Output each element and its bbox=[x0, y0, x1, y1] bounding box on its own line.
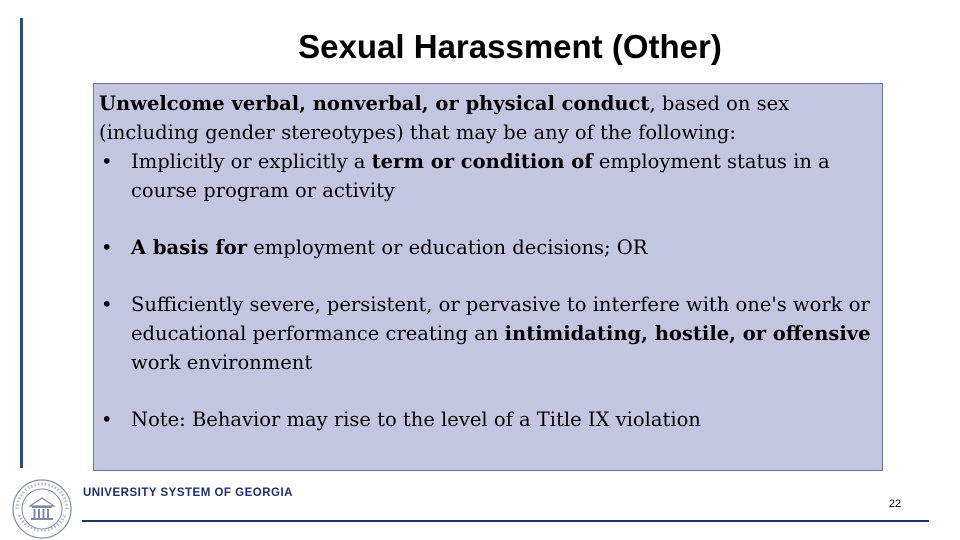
content-text bbox=[99, 89, 879, 434]
bullet-text-bold: term or condition of bbox=[371, 150, 593, 173]
bullet-text-bold: A basis for bbox=[131, 236, 248, 259]
intro-rest: , based on sex (including gender stereotypes) that may be any of the following: bbox=[99, 92, 790, 144]
content-box bbox=[93, 83, 883, 471]
left-accent-bar bbox=[20, 18, 23, 468]
footer-divider bbox=[82, 520, 929, 522]
bullet-text-post: work environment bbox=[131, 351, 313, 374]
bullet-item bbox=[99, 147, 879, 205]
page-number: 22 bbox=[888, 498, 902, 510]
bullet-text bbox=[131, 405, 879, 434]
bullet-text-pre: Implicitly or explicitly a bbox=[131, 150, 372, 173]
bullet-text-bold: intimidating, hostile, or offensive bbox=[504, 322, 871, 345]
slide-title: Sexual Harassment (Other) bbox=[298, 28, 722, 65]
bullet-marker: • bbox=[101, 150, 113, 173]
bullet-item bbox=[99, 233, 879, 262]
bullet-text-pre: Sufficiently severe, persistent, or pervasive to interfere with one's work or educational performance creating an bbox=[131, 293, 870, 345]
bullet-marker: • bbox=[101, 293, 113, 316]
bullet-marker: • bbox=[101, 408, 113, 431]
bullet-marker: • bbox=[101, 236, 113, 259]
bullet-text-pre: Note: Behavior may rise to the level of a Title IX violation bbox=[131, 408, 701, 431]
university-seal-icon bbox=[11, 478, 73, 540]
bullet-text bbox=[131, 147, 879, 205]
org-name: UNIVERSITY SYSTEM OF GEORGIA bbox=[83, 487, 293, 499]
bullet-item bbox=[99, 405, 879, 434]
bullet-item bbox=[99, 290, 879, 377]
intro-paragraph bbox=[99, 89, 879, 147]
intro-bold: Unwelcome verbal, nonverbal, or physical conduct bbox=[99, 92, 650, 115]
bullet-text-post: employment status in a course program or activity bbox=[131, 150, 830, 202]
bullet-text bbox=[131, 290, 879, 377]
bullet-text bbox=[131, 233, 879, 262]
bullet-text-post: employment or education decisions; OR bbox=[247, 236, 648, 259]
